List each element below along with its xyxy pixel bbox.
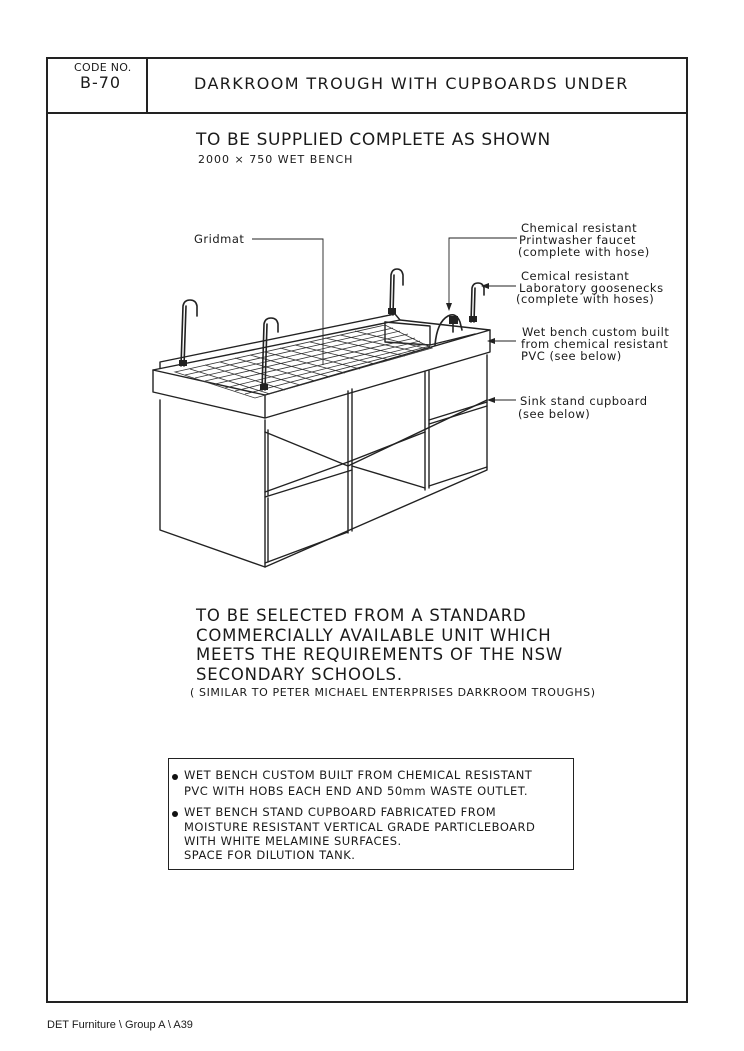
goosenecks-label-line-2: Laboratory goosenecks [519, 281, 664, 295]
faucet-label-line-3: (complete with hose) [518, 245, 650, 259]
goosenecks-label-line-1: Cemical resistant [521, 269, 630, 283]
gridmat [175, 325, 432, 398]
bench-size: 2000 × 750 WET BENCH [198, 153, 354, 166]
gooseneck-front [262, 318, 278, 390]
cabinet-side [265, 355, 487, 567]
cupboard-label-line-1: Sink stand cupboard [520, 394, 648, 408]
bench-label-line-2: from chemical resistant [521, 337, 669, 351]
spec-2-line-1: WET BENCH STAND CUPBOARD FABRICATED FROM [184, 805, 497, 819]
bullet-2 [172, 811, 178, 817]
similar-note: ( SIMILAR TO PETER MICHAEL ENTERPRISES DARKROOM TROUGHS) [190, 686, 596, 699]
spec-1-line-2: PVC WITH HOBS EACH END AND 50mm WASTE OUTLET. [184, 784, 529, 798]
selection-line-3: MEETS THE REQUIREMENTS OF THE NSW [196, 645, 563, 664]
goosenecks-label-line-3: (complete with hoses) [516, 292, 655, 306]
spec-2-line-3: WITH WHITE MELAMINE SURFACES. [184, 834, 402, 848]
bullet-1 [172, 774, 178, 780]
faucet-label-line-1: Chemical resistant [521, 221, 638, 235]
bench-label-line-3: PVC (see below) [521, 349, 622, 363]
bench-label-line-1: Wet bench custom built [522, 325, 670, 339]
selection-line-2: COMMERCIALLY AVAILABLE UNIT WHICH [196, 625, 552, 645]
spec-2-line-2: MOISTURE RESISTANT VERTICAL GRADE PARTICLEBOARD [184, 820, 536, 834]
faucet-label-line-2: Printwasher faucet [519, 233, 636, 247]
countertop-front [153, 370, 265, 418]
countertop-top [153, 320, 490, 395]
selection-line-1: TO BE SELECTED FROM A STANDARD [196, 606, 527, 625]
document-title: DARKROOM TROUGH WITH CUPBOARDS UNDER [194, 74, 629, 93]
footer-reference: DET Furniture \ Group A \ A39 [47, 1019, 193, 1031]
selection-line-4: SECONDARY SCHOOLS. [196, 664, 403, 684]
spec-1-line-1: WET BENCH CUSTOM BUILT FROM CHEMICAL RESISTANT [184, 768, 533, 782]
code-value: B-70 [80, 73, 122, 92]
supply-note: TO BE SUPPLIED COMPLETE AS SHOWN [196, 130, 551, 150]
selection-note [196, 606, 563, 684]
code-label: CODE NO. [74, 61, 132, 74]
cupboard-label-line-2: (see below) [518, 407, 591, 421]
gridmat-label: Gridmat [194, 232, 245, 246]
faucet-leader [449, 238, 517, 305]
cabinet-front [160, 400, 265, 567]
spec-2-line-4: SPACE FOR DILUTION TANK. [184, 848, 356, 862]
